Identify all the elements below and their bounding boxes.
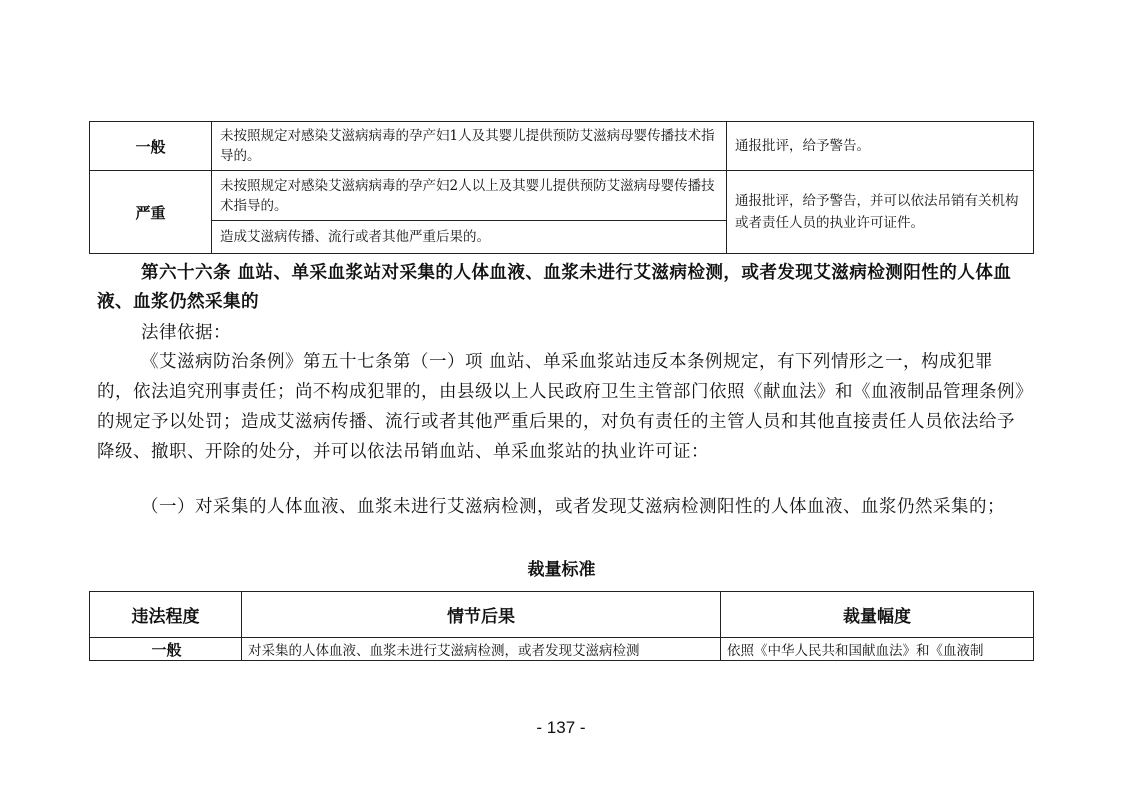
severity-level-cell: 一般: [90, 638, 242, 661]
penalty-cell: 通报批评，给予警告。: [727, 122, 1034, 171]
column-header-penalty: 裁量幅度: [721, 592, 1034, 638]
standard-title: 裁量标准: [527, 560, 596, 580]
penalty-cell: 通报批评，给予警告，并可以依法吊销有关机构或者责任人员的执业许可证件。: [727, 171, 1034, 254]
article-heading: 第六十六条 血站、单采血浆站对采集的人体血液、血浆未进行艾滋病检测，或者发现艾滋病检测阳性的人体血液、血浆仍然采集的: [97, 263, 1012, 312]
penalty-cell: 依照《中华人民共和国献血法》和《血液制: [721, 638, 1034, 661]
table-row: [90, 638, 1034, 661]
table-row: [90, 122, 1034, 171]
discretion-standard-table: [89, 591, 1034, 661]
table-header-row: [90, 592, 1034, 638]
legal-basis-label: 法律依据：: [141, 323, 231, 343]
column-header-severity: 违法程度: [90, 592, 242, 638]
page-number: - 137 -: [536, 718, 586, 737]
circumstance-cell: 未按照规定对感染艾滋病病毒的孕产妇1人及其婴儿提供预防艾滋病母婴传播技术指导的。: [212, 122, 727, 171]
legal-basis-item-1: （一）对采集的人体血液、血浆未进行艾滋病检测，或者发现艾滋病检测阳性的人体血液、血浆仍然采集的；: [141, 497, 1005, 517]
severity-level-cell: 一般: [90, 122, 212, 171]
circumstance-cell: 未按照规定对感染艾滋病病毒的孕产妇2人以上及其婴儿提供预防艾滋病母婴传播技术指导的。: [212, 171, 727, 221]
top-penalty-table: [89, 121, 1034, 254]
column-header-circumstance: 情节后果: [242, 592, 721, 638]
circumstance-cell: 造成艾滋病传播、流行或者其他严重后果的。: [212, 221, 727, 254]
severity-level-cell: 严重: [90, 171, 212, 254]
table-row: [90, 171, 1034, 221]
legal-basis-text: 《艾滋病防治条例》第五十七条第（一）项 血站、单采血浆站违反本条例规定，有下列情形之一，构成犯罪的，依法追究刑事责任；尚不构成犯罪的，由县级以上人民政府卫生主管部门依照《献血法》和《血液制品管理条例》的规定予以处罚；造成艾滋病传播、流行或者其他严重后果的，对负有责任的主管人员和其他直接责任人员依法给予降级、撤职、开除的处分，并可以依法吊销血站、单采血浆站的执业许可证：: [97, 352, 1025, 462]
circumstance-cell: 对采集的人体血液、血浆未进行艾滋病检测，或者发现艾滋病检测: [242, 638, 721, 661]
